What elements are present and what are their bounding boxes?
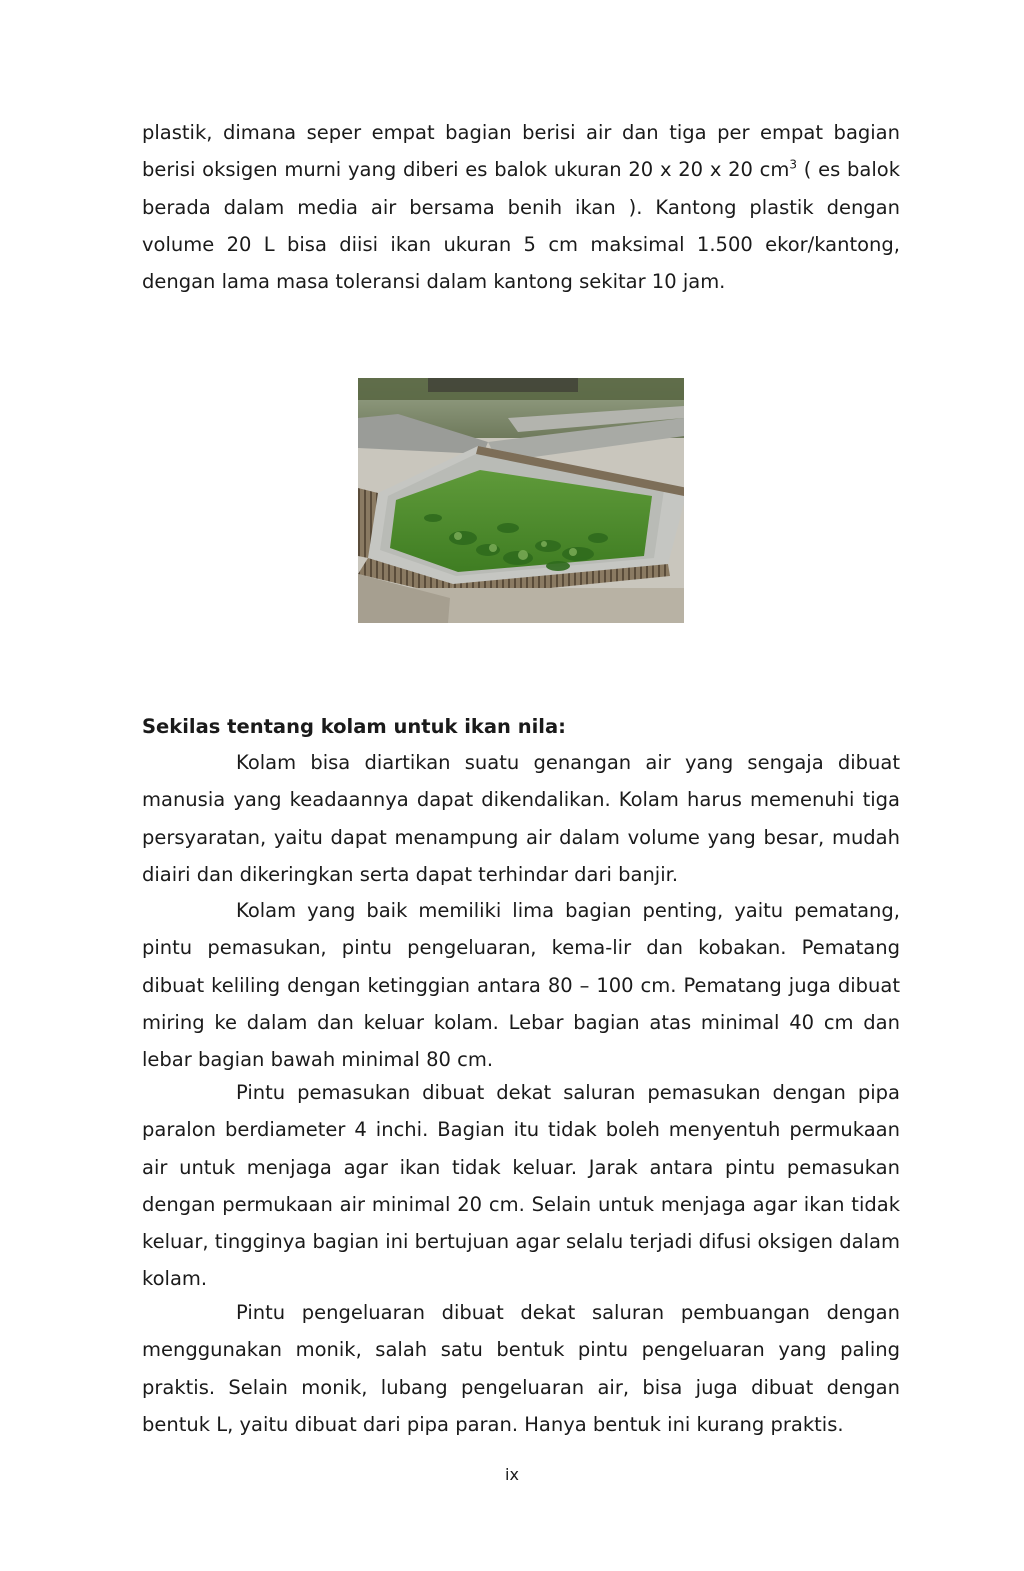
paragraph-kolam-definition: Kolam bisa diartikan suatu genangan air yang sengaja dibuat manusia yang keadaannya dapat dikendalikan. Kolam harus memenuhi tiga persyaratan, yaitu dapat menampung air dalam volume yang besar, mudah diairi dan dikeringkan serta dapat terhindar dari banjir. xyxy=(142,751,900,886)
paragraph-kolam-parts: Kolam yang baik memiliki lima bagian penting, yaitu pematang, pintu pemasukan, pintu pengeluaran, kema-lir dan kobakan. Pematang dibuat keliling dengan ketinggian antara 80 – 100 cm. Pematang juga dibuat miring ke dalam dan keluar kolam. Lebar bagian atas minimal 40 cm dan lebar bagian bawah minimal 80 cm. xyxy=(142,899,900,1072)
intro-text-part-2: ( es balok berada dalam media air bersama benih ikan ). Kantong plastik dengan volume 20 L bisa diisi ikan ukuran 5 cm maksimal 1.500 ekor/kantong, dengan lama masa toleransi dalam kantong sekitar 10 jam. xyxy=(142,158,901,294)
section-heading: Sekilas tentang kolam untuk ikan nila: xyxy=(142,715,566,738)
paragraph-pintu-pengeluaran: Pintu pengeluaran dibuat dekat saluran pembuangan dengan menggunakan monik, salah satu bentuk pintu pengeluaran yang paling praktis. Selain monik, lubang pengeluaran air, bisa juga dibuat dengan bentuk L, yaitu dibuat dari pipa paran. Hanya bentuk ini kurang praktis. xyxy=(142,1301,900,1436)
superscript-cubed: 3 xyxy=(789,157,798,172)
intro-paragraph xyxy=(142,114,900,300)
page-number: ix xyxy=(505,1465,519,1484)
paragraph-pintu-pemasukan: Pintu pemasukan dibuat dekat saluran pemasukan dengan pipa paralon berdiameter 4 inchi. Bagian itu tidak boleh menyentuh permukaan air untuk menjaga agar ikan tidak keluar. Jarak antara pintu pemasukan dengan permukaan air minimal 20 cm. Selain untuk menjaga agar ikan tidak keluar, tingginya bagian ini bertujuan agar selalu terjadi difusi oksigen dalam kolam. xyxy=(142,1081,900,1291)
fish-pond-photo xyxy=(358,378,684,623)
intro-text-part-1: plastik, dimana seper empat bagian berisi air dan tiga per empat bagian berisi oksigen murni yang diberi es balok ukuran 20 x 20 x 20 cm xyxy=(142,121,900,182)
